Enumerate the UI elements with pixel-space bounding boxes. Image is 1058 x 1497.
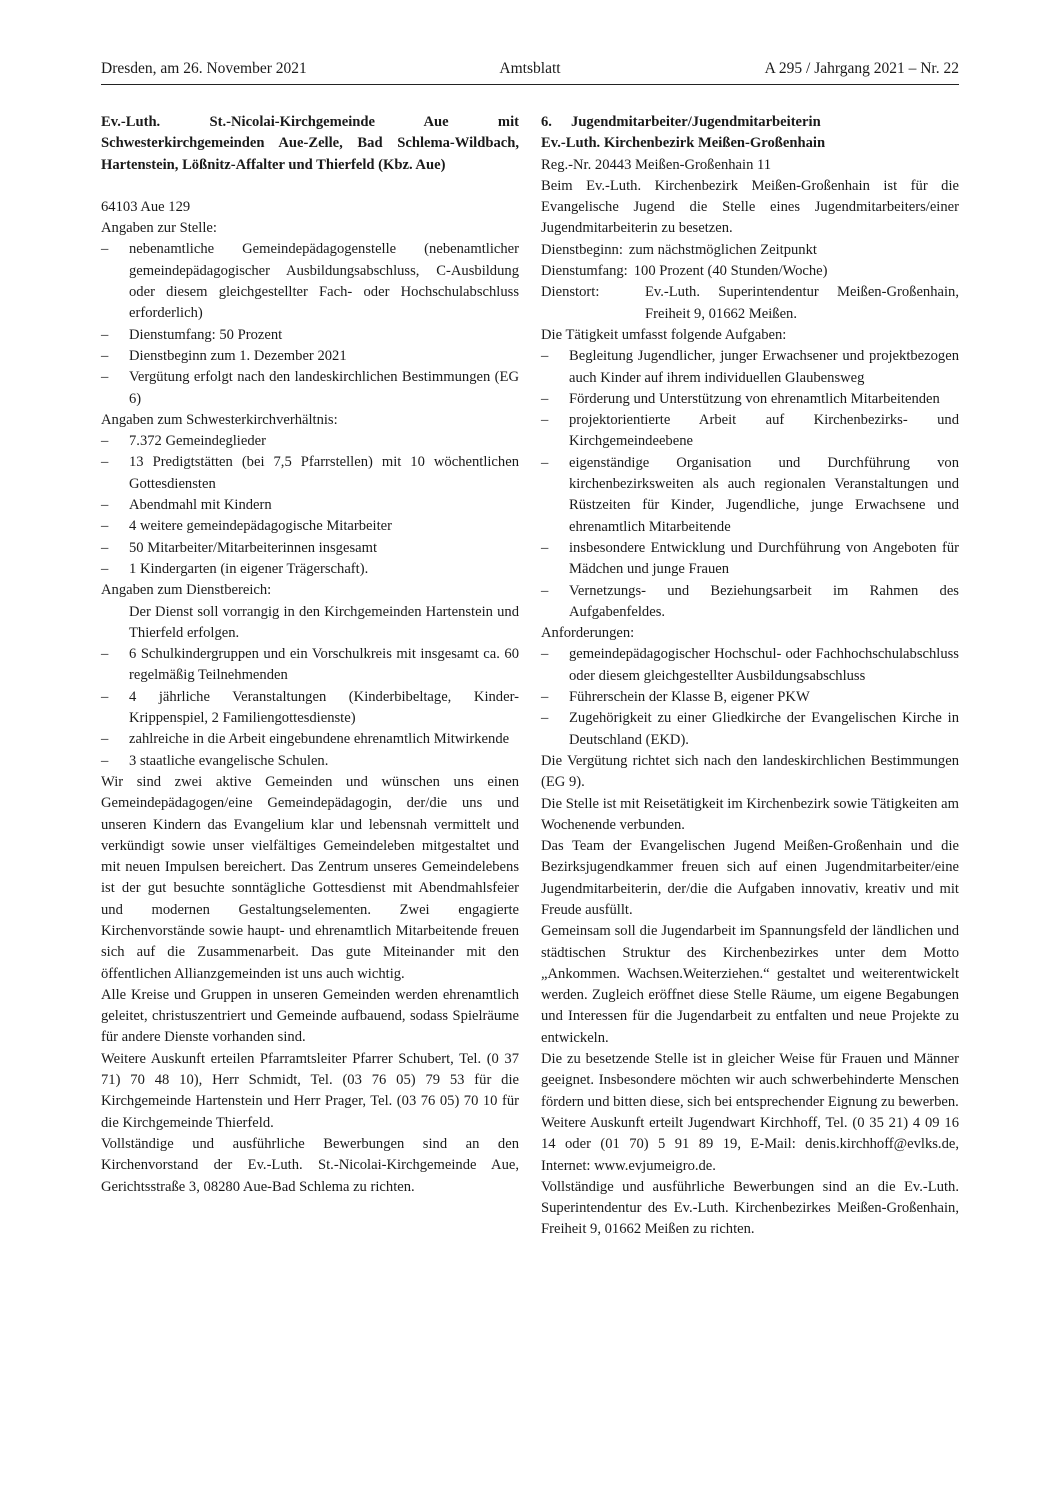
list-item: – Abendmahl mit Kindern	[101, 497, 272, 514]
stelle-label: Angaben zur Stelle:	[101, 220, 217, 237]
right-paragraph: Vollständige und ausführliche Bewerbungen sind an die Ev.-Luth. Superintendentur des Ev.-Luth. Kirchenbezirkes Meißen-Großenhain, Freiheit 9, 01662 Meißen zu richten.	[541, 1178, 959, 1238]
right-column	[541, 112, 959, 1241]
dienstumfang-row: Dienstumfang: 100 Prozent (40 Stunden/Woche)	[541, 263, 828, 280]
section-number: 6.	[541, 114, 552, 130]
list-item: – 50 Mitarbeiter/Mitarbeiterinnen insgesamt	[101, 539, 378, 556]
list-item: – Begleitung Jugendlicher, junger Erwachsener und projektbezogen auch Kinder auf ihrem individuellen Glaubensweg	[541, 348, 959, 386]
right-paragraph: Das Team der Evangelischen Jugend Meißen-Großenhain und die Bezirksjugendkammer freuen sich auf einen Jugendmitarbeiter/eine Jugendmitarbeiterin, der/die die Aufgaben innovativ, kreativ und mit Freude ausfüllt.	[541, 838, 959, 918]
left-column	[101, 112, 519, 1198]
left-paragraph: Vollständige und ausführliche Bewerbungen sind an den Kirchenvorstand der Ev.-Luth. St.-Nicolai-Kirchgemeinde Aue, Gerichtsstraße 3, 08280 Aue-Bad Schlema zu richten.	[101, 1135, 519, 1195]
header-issue: A 295 / Jahrgang 2021 – Nr. 22	[764, 60, 959, 77]
list-item: – 13 Predigtstätten (bei 7,5 Pfarrstellen) mit 10 wöchentlichen Gottesdiensten	[101, 454, 519, 492]
anforderungen-label: Anforderungen:	[541, 625, 635, 642]
left-reference: 64103 Aue 129	[101, 198, 191, 215]
aufgaben-label: Die Tätigkeit umfasst folgende Aufgaben:	[541, 326, 787, 343]
right-subheading: Ev.-Luth. Kirchenbezirk Meißen-Großenhain	[541, 135, 826, 152]
page-header	[101, 60, 959, 82]
right-reference: Reg.-Nr. 20443 Meißen-Großenhain 11	[541, 156, 772, 173]
list-item: – 7.372 Gemeindeglieder	[101, 433, 266, 450]
left-paragraph: Alle Kreise und Gruppen in unseren Gemeinden werden ehrenamtlich geleitet, christuszentriert und Gemeinde aufbauend, sodass Spielräume für andere Dienste vorhanden sind.	[101, 986, 519, 1046]
dienstbeginn-row: Dienstbeginn: zum nächstmöglichen Zeitpunkt	[541, 241, 817, 258]
left-heading: Ev.-Luth. St.-Nicolai-Kirchgemeinde Aue mit Schwesterkirchgemeinden Aue-Zelle, Bad Schlema-Wildbach, Hartenstein, Lößnitz-Affalter und Thierfeld (Kbz. Aue)	[101, 114, 519, 173]
dienst-label: Angaben zum Dienstbereich:	[101, 582, 272, 599]
list-item: – 4 weitere gemeindepädagogische Mitarbeiter	[101, 518, 392, 535]
list-item: – Dienstbeginn zum 1. Dezember 2021	[101, 347, 347, 364]
right-paragraph: Die zu besetzende Stelle ist in gleicher Weise für Frauen und Männer geeignet. Insbesondere möchten wir auch schwerbehinderte Menschen fördern und bitten diese, sich bei entsprechender Eignung zu bewerben.	[541, 1051, 959, 1110]
list-item: – 6 Schulkindergruppen und ein Vorschulkreis mit insgesamt ca. 60 regelmäßig Teilnehmenden	[101, 646, 519, 684]
list-item: – insbesondere Entwicklung und Durchführung von Angeboten für Mädchen und junge Frauen	[541, 539, 959, 578]
list-item: – eigenständige Organisation und Durchführung von kirchenbezirksweiten als auch regionalen Veranstaltungen und Rüstzeiten für Kinder, Jugendliche, junge Erwachsene und ehrenamtlich Mitarbeitende	[541, 454, 959, 535]
list-item: – 3 staatliche evangelische Schulen.	[101, 752, 329, 769]
list-item: – Vergütung erfolgt nach den landeskirchlichen Bestimmungen (EG 6)	[101, 369, 519, 407]
right-heading	[541, 112, 959, 133]
left-paragraph: Wir sind zwei aktive Gemeinden und wünschen uns einen Gemeindepädagogen/eine Gemeindepädagogin, der/die uns und unseren Kindern das Evangelium klar und lebensnah vermittelt und verkündigt sowie unser vielfältiges Gemeindeleben mitgestaltet und mit neuen Impulsen bereichert. Das Zentrum unseres Gemeindelebens ist der gut besuchte sonntägliche Gottesdienst mit Abendmahlsfeier und modernen Gestaltungselementen. Zwei engagierte Kirchenvorstände sowie haupt- und ehrenamtlich Mitarbeitende freuen sich auf die Zusammenarbeit. Das gute Miteinander mit den öffentlichen Allianzgemeinden ist uns auch wichtig.	[101, 773, 519, 982]
list-item: – projektorientierte Arbeit auf Kirchenbezirks- und Kirchgemeindeebene	[541, 412, 959, 450]
header-rule	[101, 84, 959, 85]
list-item: – Vernetzungs- und Beziehungsarbeit im Rahmen des Aufgabenfeldes.	[541, 582, 959, 620]
header-title: Amtsblatt	[499, 60, 561, 77]
left-paragraph: Weitere Auskunft erteilen Pfarramtsleiter Pfarrer Schubert, Tel. (0 37 71) 70 48 10), Herr Schmidt, Tel. (03 76 05) 79 53 für die Kirchgemeinde Hartenstein und Herr Prager, Tel. (03 76 05) 70 10 für die Kirchgemeinde Thierfeld.	[101, 1050, 519, 1131]
list-item: – Zugehörigkeit zu einer Gliedkirche der Evangelischen Kirche in Deutschland (EKD).	[541, 710, 959, 748]
list-item: – nebenamtliche Gemeindepädagogenstelle (nebenamtlicher gemeindepädagogischer Ausbildungsabschluss, C-Ausbildung oder diesem gleichgestellter Fach- oder Hochschulabschluss erforderlich)	[101, 241, 519, 322]
right-paragraph: Die Stelle ist mit Reisetätigkeit im Kirchenbezirk sowie Tätigkeiten am Wochenende verbunden.	[541, 795, 959, 833]
right-paragraph: Weitere Auskunft erteilt Jugendwart Kirchhoff, Tel. (0 35 21) 4 09 16 14 oder (01 70) 5 91 89 19, E-Mail: denis.kirchhoff@evlks.de, Internet: www.evjumeigro.de.	[541, 1114, 959, 1174]
list-item: – Dienstumfang: 50 Prozent	[101, 326, 283, 343]
list-item: – 4 jährliche Veranstaltungen (Kinderbibeltage, Kinder-Krippenspiel, 2 Familiengottesdienste)	[101, 688, 519, 727]
section-title: Jugendmitarbeiter/Jugendmitarbeiterin	[571, 114, 821, 130]
list-item: – Führerschein der Klasse B, eigener PKW	[541, 689, 810, 706]
right-intro: Beim Ev.-Luth. Kirchenbezirk Meißen-Großenhain ist für die Evangelische Jugend die Stelle eines Jugendmitarbeiters/einer Jugendmitarbeiterin zu besetzen.	[541, 177, 959, 237]
list-item: – Förderung und Unterstützung von ehrenamtlich Mitarbeitenden	[541, 390, 940, 407]
right-paragraph: Gemeinsam soll die Jugendarbeit im Spannungsfeld der ländlichen und städtischen Struktur des Kirchenbezirkes unter dem Motto „Ankommen. Wachsen.Weiterziehen.“ gestaltet und weiterentwickelt werden. Zugleich eröffnet diese Stelle Räume, um eigene Begabungen und Interessen für die Jugendarbeit zu entfalten und neue Projekte zu entwickeln.	[541, 923, 959, 1046]
schwester-label: Angaben zum Schwesterkirchverhältnis:	[101, 411, 338, 428]
list-item: – zahlreiche in die Arbeit eingebundene ehrenamtlich Mitwirkende	[101, 731, 510, 748]
dienst-intro: Der Dienst soll vorrangig in den Kirchgemeinden Hartenstein und Thierfeld erfolgen.	[129, 603, 519, 641]
right-paragraph: Die Vergütung richtet sich nach den landeskirchlichen Bestimmungen (EG 9).	[541, 752, 959, 791]
header-date: Dresden, am 26. November 2021	[101, 60, 307, 77]
list-item: – gemeindepädagogischer Hochschul- oder Fachhochschulabschluss oder diesem gleichgestellter Ausbildungsabschluss	[541, 646, 959, 684]
dienstort-row: Dienstort: Ev.-Luth. Superintendentur Meißen-Großenhain, Freiheit 9, 01662 Meißen.	[541, 284, 959, 322]
list-item: – 1 Kindergarten (in eigener Trägerschaft).	[101, 560, 369, 577]
